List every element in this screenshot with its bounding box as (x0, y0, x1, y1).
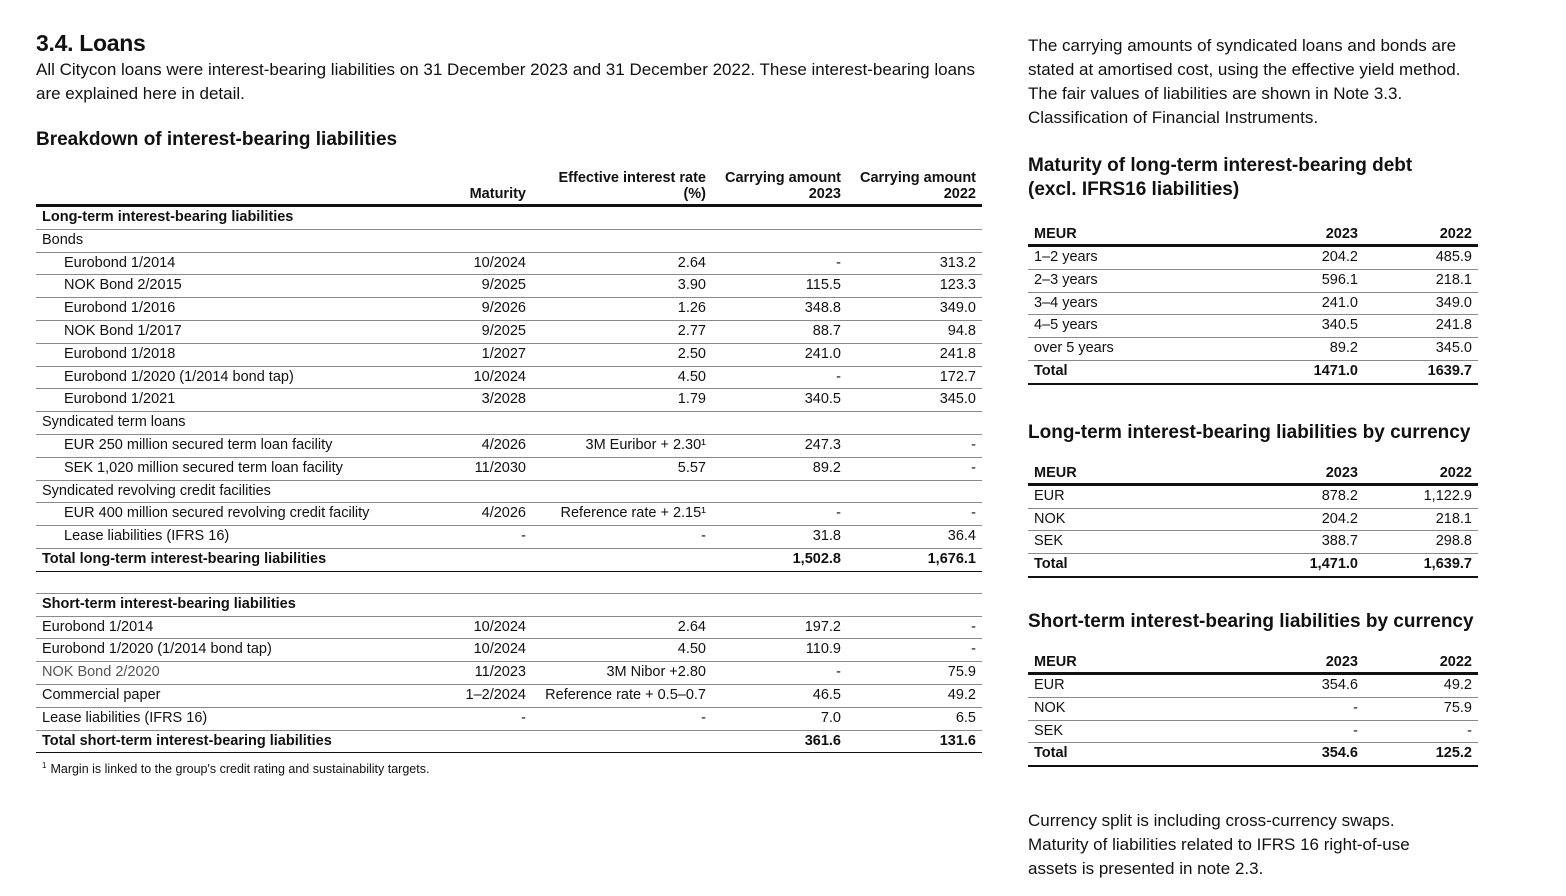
row-value-2023: 1,502.8 (712, 548, 847, 571)
row-value-2022: 1,676.1 (847, 548, 982, 571)
row-rate (532, 412, 712, 435)
row-value-2023 (712, 229, 847, 252)
row-value-2023: 247.3 (712, 434, 847, 457)
header-maturity: Maturity (442, 170, 532, 206)
row-value-2022: - (847, 457, 982, 480)
row-value-2022: 75.9 (847, 662, 982, 685)
table-row (1028, 246, 1478, 270)
row-label: Total (1028, 743, 1238, 766)
row-maturity: 9/2025 (442, 320, 532, 343)
row-value-2023 (712, 593, 847, 616)
row-label: Short-term interest-bearing liabilities (36, 593, 442, 616)
row-value-2022: - (1364, 720, 1478, 743)
table-row (1028, 315, 1478, 338)
row-value-2022: 218.1 (1364, 269, 1478, 292)
row-label: Total (1028, 360, 1238, 383)
row-value-2022: 2022 (1364, 463, 1478, 485)
row-rate: - (532, 707, 712, 730)
intro-paragraph: All Citycon loans were interest-bearing liabilities on 31 December 2023 and 31 December 2022. These interest-bearing loans are explained here in detail. (36, 60, 975, 103)
st-currency-title: Short-term interest-bearing liabilities by currency (1028, 610, 1474, 632)
header-2023: Carrying amount 2023 (712, 170, 847, 206)
table-row (36, 343, 982, 366)
row-value-2022: 36.4 (847, 526, 982, 549)
row-rate: 2.64 (532, 252, 712, 275)
row-label: MEUR (1028, 652, 1238, 674)
row-value-2023: 241.0 (1238, 292, 1364, 315)
row-value-2022 (847, 206, 982, 230)
row-value-2023: 1471.0 (1238, 360, 1364, 383)
right-column (1028, 34, 1478, 881)
table-header-row (1028, 463, 1478, 485)
row-value-2022: 345.0 (1364, 338, 1478, 361)
row-value-2022 (847, 593, 982, 616)
table-row (1028, 720, 1478, 743)
row-value-2023: - (712, 662, 847, 685)
row-value-2022: 123.3 (847, 275, 982, 298)
table-row (1028, 484, 1478, 508)
row-label: Commercial paper (36, 684, 442, 707)
maturity-table (1028, 224, 1478, 385)
row-maturity: 9/2025 (442, 275, 532, 298)
footnote-mark: 1 (42, 761, 47, 771)
row-rate (532, 480, 712, 503)
table-row (1028, 673, 1478, 697)
row-label: NOK Bond 2/2015 (36, 275, 442, 298)
row-value-2023: 348.8 (712, 298, 847, 321)
row-label: MEUR (1028, 224, 1238, 246)
row-value-2023: - (1238, 697, 1364, 720)
row-label: 1–2 years (1028, 246, 1238, 270)
row-label: Eurobond 1/2014 (36, 252, 442, 275)
row-maturity: 4/2026 (442, 434, 532, 457)
row-value-2023: 110.9 (712, 639, 847, 662)
row-value-2022: 1,639.7 (1364, 554, 1478, 577)
row-maturity: 3/2028 (442, 389, 532, 412)
row-maturity (442, 229, 532, 252)
row-value-2023: 354.6 (1238, 673, 1364, 697)
row-maturity: 9/2026 (442, 298, 532, 321)
row-label: EUR 400 million secured revolving credit facility (36, 503, 442, 526)
row-value-2022: 49.2 (1364, 673, 1478, 697)
table-row (36, 662, 982, 685)
row-value-2022: 485.9 (1364, 246, 1478, 270)
row-value-2023: 2023 (1238, 652, 1364, 674)
row-maturity: - (442, 526, 532, 549)
table-row (36, 366, 982, 389)
row-label: Lease liabilities (IFRS 16) (36, 707, 442, 730)
row-value-2023: 115.5 (712, 275, 847, 298)
table-spacer (36, 571, 982, 593)
table-row (36, 593, 982, 616)
table-row (1028, 338, 1478, 361)
row-value-2023: 88.7 (712, 320, 847, 343)
table-row (1028, 269, 1478, 292)
row-value-2023: - (712, 366, 847, 389)
row-rate: 3M Euribor + 2.30¹ (532, 434, 712, 457)
row-maturity (442, 548, 532, 571)
header-rate: Effective interest rate (%) (532, 170, 712, 206)
table-row (36, 526, 982, 549)
row-value-2022 (847, 480, 982, 503)
row-rate: - (532, 526, 712, 549)
row-rate: 2.50 (532, 343, 712, 366)
footnote (36, 761, 982, 776)
row-label: Eurobond 1/2016 (36, 298, 442, 321)
table-row (36, 616, 982, 639)
row-label: Eurobond 1/2018 (36, 343, 442, 366)
row-value-2022: 94.8 (847, 320, 982, 343)
lt-currency-table (1028, 463, 1478, 578)
table-row (36, 412, 982, 435)
table-row (36, 298, 982, 321)
row-label: NOK (1028, 508, 1238, 531)
row-label: SEK (1028, 720, 1238, 743)
row-label: Bonds (36, 229, 442, 252)
row-label: Eurobond 1/2020 (1/2014 bond tap) (36, 366, 442, 389)
table-row (36, 206, 982, 230)
table-row (36, 229, 982, 252)
row-value-2023: 31.8 (712, 526, 847, 549)
table-header-row (36, 170, 982, 206)
row-value-2022: 131.6 (847, 730, 982, 753)
row-value-2023 (712, 206, 847, 230)
row-value-2022: 2022 (1364, 652, 1478, 674)
row-maturity (442, 206, 532, 230)
table-row (36, 707, 982, 730)
row-rate: 3M Nibor +2.80 (532, 662, 712, 685)
row-value-2023: 388.7 (1238, 531, 1364, 554)
row-value-2022 (847, 412, 982, 435)
row-value-2023: 596.1 (1238, 269, 1364, 292)
row-value-2022: 1639.7 (1364, 360, 1478, 383)
row-label: 3–4 years (1028, 292, 1238, 315)
row-rate (532, 593, 712, 616)
row-value-2023: 1,471.0 (1238, 554, 1364, 577)
row-label: SEK (1028, 531, 1238, 554)
maturity-title: Maturity of long-term interest-bearing debt (excl. IFRS16 liabilities) (1028, 155, 1413, 200)
row-value-2022: 241.8 (1364, 315, 1478, 338)
liabilities-table (36, 170, 982, 753)
row-value-2023: 361.6 (712, 730, 847, 753)
row-value-2022: 125.2 (1364, 743, 1478, 766)
row-label: MEUR (1028, 463, 1238, 485)
closing-note: Currency split is including cross-currency swaps. Maturity of liabilities related to IFRS 16 right-of-use assets is presented in note 2.3. (1028, 811, 1410, 879)
row-rate: 3.90 (532, 275, 712, 298)
row-label: Eurobond 1/2021 (36, 389, 442, 412)
table-total-row (1028, 554, 1478, 577)
row-rate: Reference rate + 0.5–0.7 (532, 684, 712, 707)
row-value-2023: 197.2 (712, 616, 847, 639)
lt-currency-title: Long-term interest-bearing liabilities by currency (1028, 421, 1471, 443)
row-value-2023: 2023 (1238, 463, 1364, 485)
table-row (36, 639, 982, 662)
row-rate: 5.57 (532, 457, 712, 480)
row-value-2022: - (847, 616, 982, 639)
left-column (36, 28, 982, 776)
row-value-2022 (847, 229, 982, 252)
row-value-2022: 349.0 (1364, 292, 1478, 315)
row-rate (532, 548, 712, 571)
section-title: 3.4. Loans (36, 30, 146, 56)
row-rate: 4.50 (532, 639, 712, 662)
row-label: Eurobond 1/2014 (36, 616, 442, 639)
row-label: SEK 1,020 million secured term loan facility (36, 457, 442, 480)
row-label: Lease liabilities (IFRS 16) (36, 526, 442, 549)
row-label: over 5 years (1028, 338, 1238, 361)
row-value-2023: 7.0 (712, 707, 847, 730)
row-value-2023: 354.6 (1238, 743, 1364, 766)
table-row (36, 320, 982, 343)
row-rate: Reference rate + 2.15¹ (532, 503, 712, 526)
table-row (36, 389, 982, 412)
table-row (1028, 292, 1478, 315)
row-rate: 2.64 (532, 616, 712, 639)
table-row (36, 503, 982, 526)
row-value-2023 (712, 412, 847, 435)
table-header-row (1028, 652, 1478, 674)
table-row (36, 480, 982, 503)
row-rate: 1.26 (532, 298, 712, 321)
row-maturity (442, 480, 532, 503)
breakdown-title: Breakdown of interest-bearing liabilities (36, 129, 398, 150)
row-rate: 1.79 (532, 389, 712, 412)
row-rate: 2.77 (532, 320, 712, 343)
row-value-2023 (712, 480, 847, 503)
row-maturity: 10/2024 (442, 616, 532, 639)
row-label: 2–3 years (1028, 269, 1238, 292)
row-value-2022: 349.0 (847, 298, 982, 321)
row-label: EUR (1028, 484, 1238, 508)
row-value-2023: - (712, 503, 847, 526)
table-row (36, 730, 982, 753)
footnote-text: Margin is linked to the group's credit rating and sustainability targets. (50, 762, 430, 777)
row-label: Syndicated term loans (36, 412, 442, 435)
row-maturity: 4/2026 (442, 503, 532, 526)
row-maturity: 1–2/2024 (442, 684, 532, 707)
row-value-2022: - (847, 639, 982, 662)
row-label: NOK Bond 2/2020 (36, 662, 442, 685)
table-row (36, 548, 982, 571)
row-maturity: 11/2030 (442, 457, 532, 480)
row-maturity: 11/2023 (442, 662, 532, 685)
row-rate (532, 206, 712, 230)
row-label: Long-term interest-bearing liabilities (36, 206, 442, 230)
table-row (36, 275, 982, 298)
row-value-2022: 241.8 (847, 343, 982, 366)
header-label (36, 170, 442, 206)
row-maturity: 10/2024 (442, 252, 532, 275)
row-maturity (442, 593, 532, 616)
row-value-2022: 6.5 (847, 707, 982, 730)
row-value-2023: - (1238, 720, 1364, 743)
row-label: Total long-term interest-bearing liabilities (36, 548, 442, 571)
row-rate (532, 229, 712, 252)
row-value-2023: 241.0 (712, 343, 847, 366)
row-value-2022: 49.2 (847, 684, 982, 707)
row-maturity (442, 412, 532, 435)
table-row (36, 684, 982, 707)
row-rate (532, 730, 712, 753)
row-maturity: - (442, 707, 532, 730)
row-value-2023: 2023 (1238, 224, 1364, 246)
right-intro: The carrying amounts of syndicated loans and bonds are stated at amortised cost, using the effective yield method. The fair values of liabilities are shown in Note 3.3. Classification of Financial Instruments. (1028, 36, 1461, 127)
row-value-2022: 313.2 (847, 252, 982, 275)
row-value-2022: 1,122.9 (1364, 484, 1478, 508)
header-2022: Carrying amount 2022 (847, 170, 982, 206)
row-value-2023: 340.5 (712, 389, 847, 412)
row-value-2022: - (847, 434, 982, 457)
row-maturity: 10/2024 (442, 639, 532, 662)
row-maturity (442, 730, 532, 753)
table-row (36, 457, 982, 480)
row-value-2022: 75.9 (1364, 697, 1478, 720)
table-row (1028, 531, 1478, 554)
row-value-2023: 340.5 (1238, 315, 1364, 338)
row-value-2023: 46.5 (712, 684, 847, 707)
row-value-2023: - (712, 252, 847, 275)
row-value-2022: 172.7 (847, 366, 982, 389)
row-value-2022: 345.0 (847, 389, 982, 412)
row-label: NOK Bond 1/2017 (36, 320, 442, 343)
row-label: 4–5 years (1028, 315, 1238, 338)
row-maturity: 1/2027 (442, 343, 532, 366)
table-header-row (1028, 224, 1478, 246)
table-total-row (1028, 360, 1478, 383)
row-maturity: 10/2024 (442, 366, 532, 389)
row-label: EUR 250 million secured term loan facility (36, 434, 442, 457)
table-row (1028, 697, 1478, 720)
row-label: Total (1028, 554, 1238, 577)
row-value-2023: 89.2 (712, 457, 847, 480)
table-row (36, 434, 982, 457)
row-value-2023: 204.2 (1238, 508, 1364, 531)
row-label: Total short-term interest-bearing liabilities (36, 730, 442, 753)
row-value-2022: - (847, 503, 982, 526)
row-value-2023: 204.2 (1238, 246, 1364, 270)
row-label: NOK (1028, 697, 1238, 720)
table-total-row (1028, 743, 1478, 766)
row-label: Syndicated revolving credit facilities (36, 480, 442, 503)
row-value-2022: 2022 (1364, 224, 1478, 246)
row-value-2023: 878.2 (1238, 484, 1364, 508)
table-row (36, 252, 982, 275)
st-currency-table (1028, 652, 1478, 767)
row-value-2023: 89.2 (1238, 338, 1364, 361)
row-label: Eurobond 1/2020 (1/2014 bond tap) (36, 639, 442, 662)
table-row (1028, 508, 1478, 531)
row-value-2022: 218.1 (1364, 508, 1478, 531)
row-value-2022: 298.8 (1364, 531, 1478, 554)
row-label: EUR (1028, 673, 1238, 697)
row-rate: 4.50 (532, 366, 712, 389)
